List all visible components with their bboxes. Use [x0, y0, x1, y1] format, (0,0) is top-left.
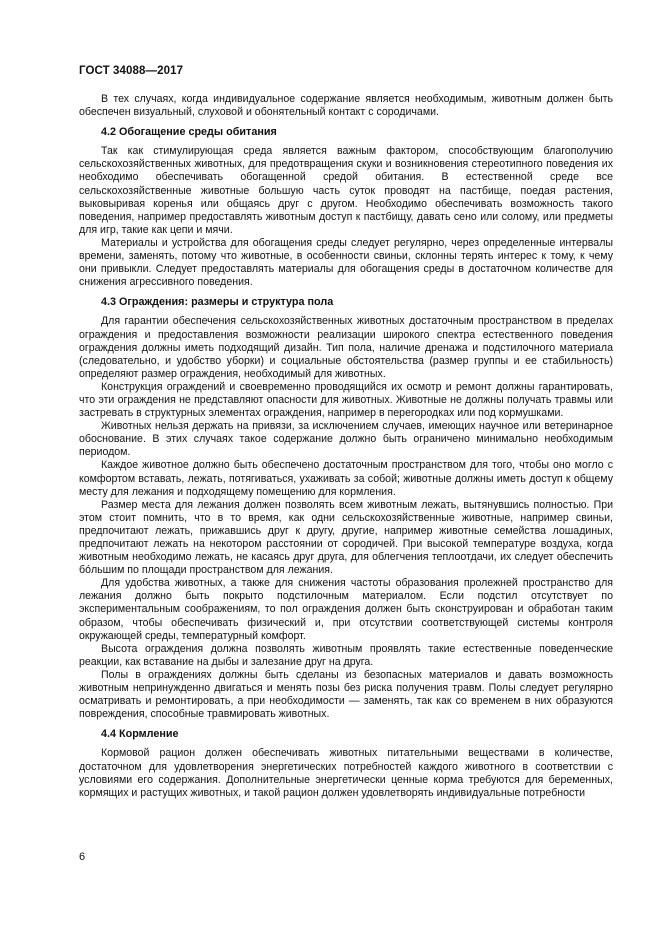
paragraph: Полы в ограждениях должны быть сделаны из безопасных материалов и давать возможность животным непринужденно двигаться и менять позы без риска получения травм. Полы следует регулярно осматривать и ремонтировать, а при необходимости — заменять, так как со временем в них образуются повреждения, способные травмировать животных. — [79, 668, 613, 721]
page-number: 6 — [79, 851, 86, 863]
paragraph: Каждое животное должно быть обеспечено достаточным пространством для того, чтобы оно могло с комфортом вставать, лежать, потягиваться, ухаживать за собой; животные должны иметь доступ к общему месту для лежания и подходящему помещению для кормления. — [79, 459, 613, 498]
section-heading-4-3: 4.3 Ограждения: размеры и структура пола — [101, 296, 334, 309]
paragraph: Для гарантии обеспечения сельскохозяйственных животных достаточным пространством в пределах ограждения и предоставления возможности реализации широкого спектра естественного поведения ограждения должны иметь подходящий дизайн. Тип пола, наличие дренажа и подстилочного материала (следовательно, и удобство уборки) и социальные обстоятельства (размер группы и ее стабильность) определяют размер ограждения, необходимый для животных. — [79, 315, 613, 380]
document-body — [79, 93, 613, 800]
paragraph: Для удобства животных, а также для снижения частоты образования пролежней пространство для лежания должно быть покрыто подстилочным материалом. Если подстил отсутствует по экспериментальным соображениям, то пол ограждения должен быть сконструирован и обработан таким образом, чтобы обеспечивать физический и, при отсутствии соответствующей системы контроля окружающей среды, температурный комфорт. — [79, 577, 613, 642]
document-code-header: ГОСТ 34088—2017 — [79, 65, 184, 77]
paragraph: Материалы и устройства для обогащения среды следует регулярно, через определенные интервалы времени, заменять, потому что животные, в особенности свиньи, склонны терять интерес к тому, к чему они привыкли. Следует предоставлять материалы для обогащения среды в достаточном количестве для снижения агрессивного поведения. — [79, 236, 613, 289]
paragraph: Размер места для лежания должен позволять всем животным лежать, вытянувшись полностью. При этом стоит помнить, что в то время, как одни сельскохозяйственные животные, например свиньи, предпочитают лежать, прижавшись друг к другу, другие, например животные семейства лошадиных, предпочитают лежать на некотором расстоянии от сородичей. При высокой температуре воздуха, когда животным необходимо лежать, не касаясь друг друга, для облегчения теплоотдачи, их следует обеспечить бóльшим по площади пространством для лежания. — [79, 498, 613, 577]
paragraph: Высота ограждения должна позволять животным проявлять такие естественные поведенческие реакции, как вставание на дыбы и залезание друг на друга. — [79, 642, 613, 668]
section-heading-4-4: 4.4 Кормление — [101, 728, 179, 741]
paragraph: Животных нельзя держать на привязи, за исключением случаев, имеющих научное или ветеринарное обоснование. В этих случаях такое содержание должно быть ограничено минимально необходимым периодом. — [79, 420, 613, 459]
section-heading-4-2: 4.2 Обогащение среды обитания — [101, 126, 277, 139]
paragraph: Так как стимулирующая среда является важным фактором, способствующим благополучию сельскохозяйственных животных, для предотвращения скуки и возникновения стереотипного поведения их необходимо обеспечивать обогащенной средой обитания. В естественной среде все сельскохозяйственные животные большую часть суток проводят на пастбище, поедая растения, выковыривая коренья или общаясь друг с другом. Необходимо обеспечивать возможность такого поведения, например предоставлять животным доступ к пастбищу, давать сено или солому, или предметы для игр, такие как цепи и мячи. — [79, 145, 613, 236]
paragraph: В тех случаях, когда индивидуальное содержание является необходимым, животным должен быть обеспечен визуальный, слуховой и обонятельный контакт с сородичами. — [79, 93, 613, 119]
paragraph: Конструкция ограждений и своевременно проводящийся их осмотр и ремонт должны гарантировать, что эти ограждения не представляют опасности для животных. Животные не должны получать травмы или застревать в структурных элементах ограждения, например в перегородках или под кормушками. — [79, 380, 613, 420]
paragraph: Кормовой рацион должен обеспечивать животных питательными веществами в количестве, достаточном для удовлетворения энергетических потребностей каждого животного в соответствии с условиями его содержания. Дополнительные энергетически ценные корма требуются для беременных, кормящих и растущих животных, и такой рацион должен удовлетворять индивидуальные потребности — [79, 747, 613, 799]
